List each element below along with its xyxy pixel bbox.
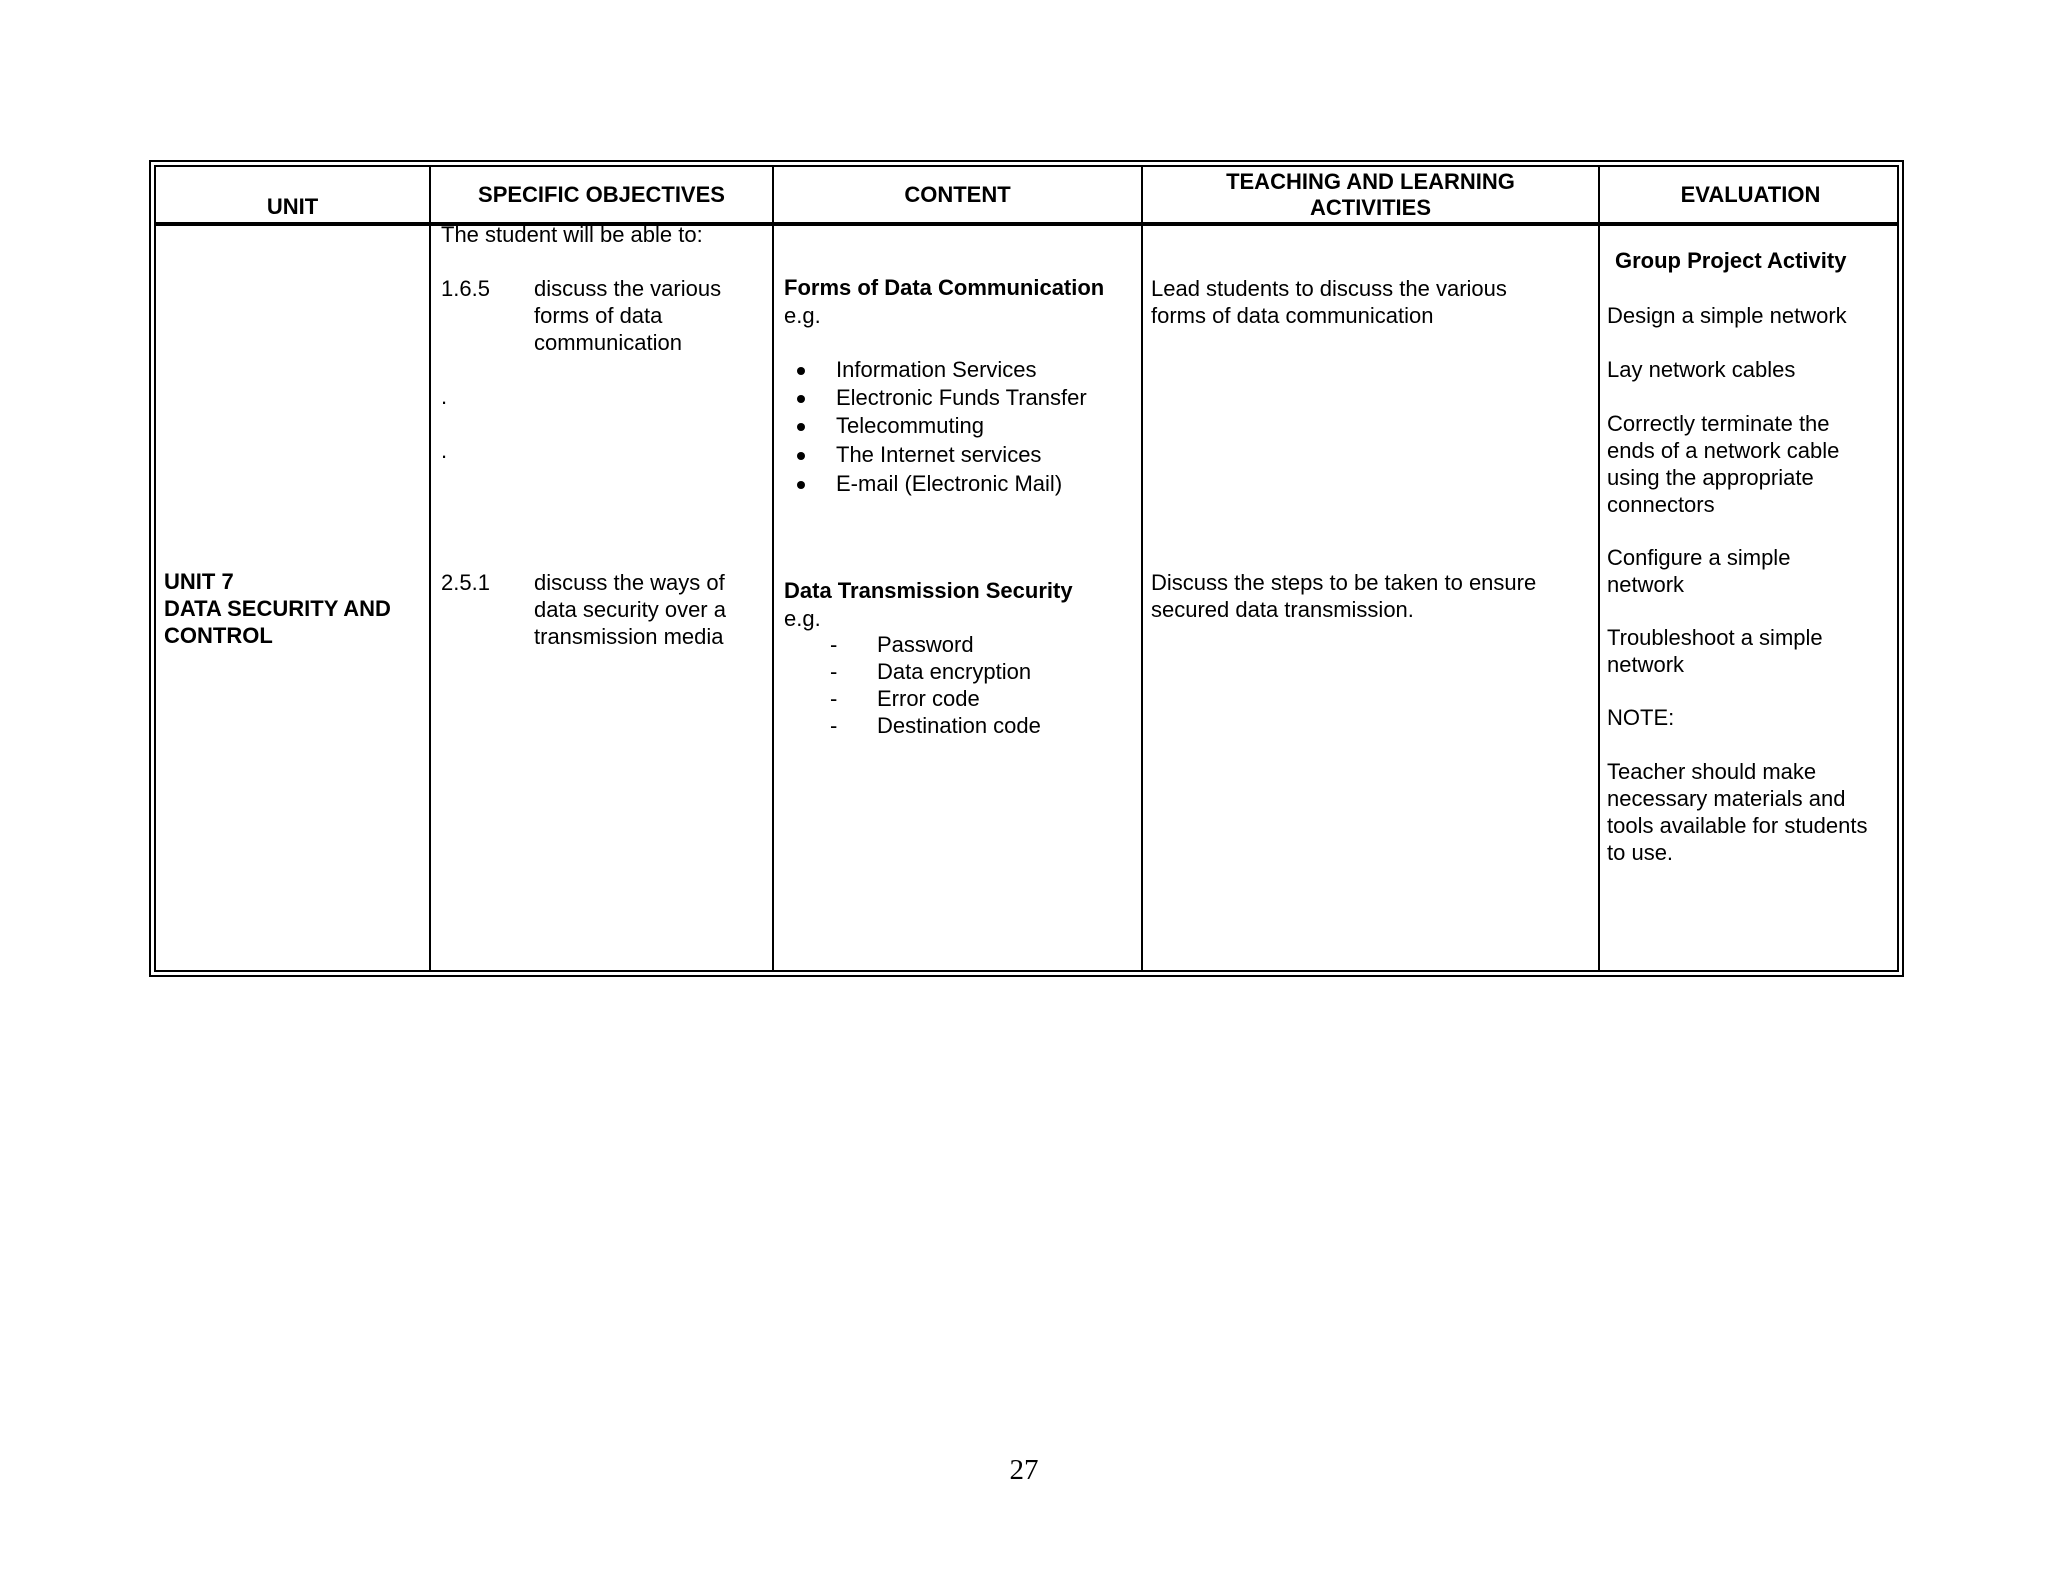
column-divider — [1598, 167, 1600, 970]
content-bullet-item: E-mail (Electronic Mail) — [836, 471, 1063, 496]
header-teaching-line2: ACTIVITIES — [1309, 195, 1431, 220]
objective-text: transmission media — [534, 624, 724, 649]
objective-text: forms of data — [534, 303, 663, 328]
content-bullet-item: Telecommuting — [836, 413, 984, 438]
evaluation-item: tools available for students — [1607, 813, 1868, 838]
evaluation-item: ends of a network cable — [1607, 438, 1840, 463]
unit-title-line2: CONTROL — [164, 623, 273, 648]
evaluation-note-label: NOTE: — [1607, 705, 1675, 730]
unit-title-line1: DATA SECURITY AND — [164, 596, 391, 621]
dash-marker: - — [830, 632, 838, 657]
objective-text: discuss the ways of — [534, 570, 725, 595]
evaluation-item: using the appropriate — [1607, 465, 1814, 490]
evaluation-item: network — [1607, 572, 1685, 597]
evaluation-title: Group Project Activity — [1615, 248, 1847, 273]
header-specific-objectives-label: SPECIFIC OBJECTIVES — [478, 181, 725, 207]
evaluation-item: Teacher should make — [1607, 759, 1817, 784]
content-bullet-item: Information Services — [836, 357, 1037, 382]
objectives-intro: The student will be able to: — [441, 222, 703, 247]
header-evaluation-label: EVALUATION — [1680, 181, 1821, 207]
evaluation-item: Troubleshoot a simple — [1607, 625, 1823, 650]
dash-marker: - — [830, 713, 838, 738]
activity-text: Discuss the steps to be taken to ensure — [1151, 570, 1537, 595]
content-bullet-item: Electronic Funds Transfer — [836, 385, 1087, 410]
objective-text: discuss the various — [534, 276, 722, 301]
header-row-divider — [156, 224, 1897, 226]
header-teaching-line1: TEACHING AND LEARNING — [1226, 169, 1515, 194]
content-section-title: Data Transmission Security — [784, 578, 1073, 603]
page-number: 27 — [1009, 1454, 1039, 1486]
dash-marker: - — [830, 686, 838, 711]
header-unit-label: UNIT — [266, 194, 319, 219]
content-dash-item: Destination code — [877, 713, 1041, 738]
bullet-icon — [797, 452, 805, 460]
bullet-icon — [797, 367, 805, 375]
column-divider — [772, 167, 774, 970]
evaluation-item: network — [1607, 652, 1685, 677]
stray-mark: . — [441, 384, 448, 409]
content-dash-item: Password — [877, 632, 974, 657]
activity-text: secured data transmission. — [1151, 597, 1414, 622]
content-eg: e.g. — [784, 606, 821, 631]
dash-marker: - — [830, 659, 838, 684]
content-section-title: Forms of Data Communication — [784, 275, 1105, 300]
header-content-label: CONTENT — [904, 181, 1011, 207]
content-bullet-item: The Internet services — [836, 442, 1042, 467]
header-specific-objectives — [431, 167, 772, 222]
header-unit — [156, 167, 429, 222]
activity-text: Lead students to discuss the various — [1151, 276, 1507, 301]
header-teaching-activities — [1143, 167, 1598, 222]
objective-number: 2.5.1 — [441, 570, 490, 595]
bullet-icon — [797, 395, 805, 403]
content-eg: e.g. — [784, 303, 821, 328]
header-evaluation — [1600, 167, 1901, 222]
bullet-icon — [797, 481, 805, 489]
stray-mark: . — [441, 438, 448, 463]
bullet-icon — [797, 423, 805, 431]
evaluation-item: Design a simple network — [1607, 303, 1847, 328]
objective-number: 1.6.5 — [441, 276, 490, 301]
column-divider — [429, 167, 431, 970]
evaluation-item: necessary materials and — [1607, 786, 1846, 811]
evaluation-item: Configure a simple — [1607, 545, 1791, 570]
activity-text: forms of data communication — [1151, 303, 1434, 328]
unit-number: UNIT 7 — [164, 569, 234, 594]
content-dash-item: Error code — [877, 686, 980, 711]
evaluation-item: connectors — [1607, 492, 1715, 517]
objective-text: communication — [534, 330, 682, 355]
evaluation-item: to use. — [1607, 840, 1674, 865]
evaluation-item: Lay network cables — [1607, 357, 1796, 382]
column-divider — [1141, 167, 1143, 970]
header-content — [774, 167, 1141, 222]
content-dash-item: Data encryption — [877, 659, 1032, 684]
evaluation-item: Correctly terminate the — [1607, 411, 1830, 436]
objective-text: data security over a — [534, 597, 726, 622]
